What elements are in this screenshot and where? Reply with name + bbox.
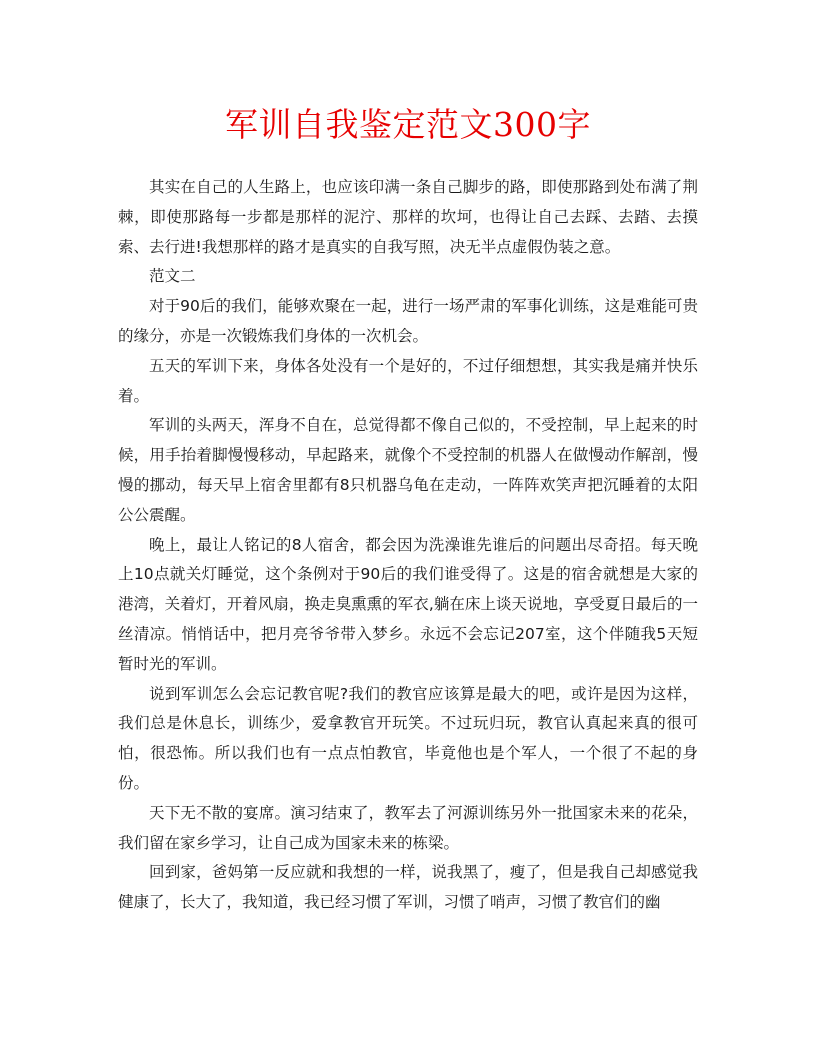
paragraph: 天下无不散的宴席。演习结束了，教军去了河源训练另外一批国家未来的花朵，我们留在家乡学习，让自己成为国家未来的栋梁。: [118, 803, 698, 852]
paragraph: 晚上，最让人铭记的8人宿舍，都会因为洗澡谁先谁后的问题出尽奇招。每天晚上10点就关灯睡觉，这个条例对于90后的我们谁受得了。这是的宿舍就想是大家的港湾，关着灯，开着风扇，换走臭熏熏的军衣,躺在床上谈天说地，享受夏日最后的一丝清凉。悄悄话中，把月亮爷爷带入梦乡。永远不会忘记207室，这个伴随我5天短暂时光的军训。: [118, 535, 698, 673]
paragraph: 说到军训怎么会忘记教官呢?我们的教官应该算是最大的吧，或许是因为这样，我们总是休息长，训练少，爱拿教官开玩笑。不过玩归玩，教官认真起来真的很可怕，很恐怖。所以我们也有一点点怕教官，毕竟他也是个军人，一个很了不起的身份。: [118, 684, 698, 792]
document-title: 军训自我鉴定范文300字: [225, 105, 591, 144]
paragraph: 对于90后的我们，能够欢聚在一起，进行一场严肃的军事化训练，这是难能可贵的缘分，亦是一次锻炼我们身体的一次机会。: [118, 297, 698, 345]
document-body: [118, 173, 698, 918]
paragraph: 五天的军训下来，身体各处没有一个是好的，不过仔细想想，其实我是痛并快乐着。: [118, 356, 698, 405]
paragraph: 其实在自己的人生路上，也应该印满一条自己脚步的路，即使那路到处布满了荆棘，即使那路每一步都是那样的泥泞、那样的坎坷，也得让自己去踩、去踏、去摸索、去行进!我想那样的路才是真实的自我写照，决无半点虚假伪装之意。: [118, 178, 698, 256]
section-heading: 范文二: [149, 267, 196, 286]
paragraph: 回到家，爸妈第一反应就和我想的一样，说我黑了，瘦了，但是我自己却感觉我健康了，长大了，我知道，我已经习惯了军训，习惯了哨声，习惯了教官们的幽: [118, 863, 698, 912]
paragraph: 军训的头两天，浑身不自在，总觉得都不像自己似的，不受控制，早上起来的时候，用手抬着脚慢慢移动，早起路来，就像个不受控制的机器人在做慢动作解剖，慢慢的挪动，每天早上宿舍里都有8只机器乌龟在走动，一阵阵欢笑声把沉睡着的太阳公公震醒。: [118, 416, 698, 524]
